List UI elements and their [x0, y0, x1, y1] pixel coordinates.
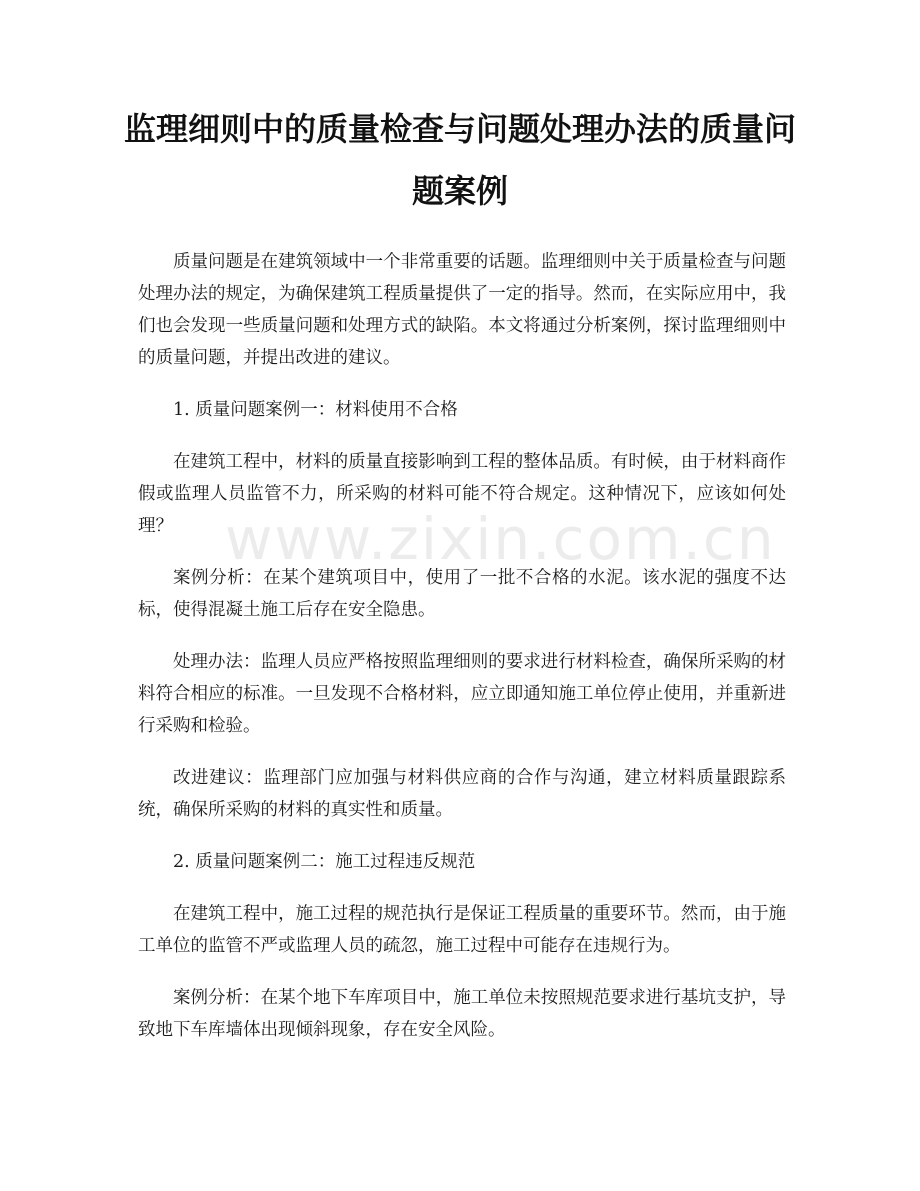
paragraph-case-1-analysis: 案例分析：在某个建筑项目中，使用了一批不合格的水泥。该水泥的强度不达标，使得混凝土施工后存在安全隐患。 — [138, 568, 786, 620]
paragraph-case-1-background: 在建筑工程中，材料的质量直接影响到工程的整体品质。有时候，由于材料商作假或监理人员监管不力，所采购的材料可能不符合规定。这种情况下，应该如何处理？ — [138, 452, 786, 536]
watermark: www.zixin.com.cn — [225, 505, 776, 573]
paragraph-case-2-analysis: 案例分析：在某个地下车库项目中，施工单位未按照规范要求进行基坑支护，导致地下车库墙体出现倾斜现象，存在安全风险。 — [138, 988, 786, 1040]
section-heading-case-1: 1. 质量问题案例一：材料使用不合格 — [173, 400, 458, 420]
document-body — [138, 246, 786, 1066]
document-title: 监理细则中的质量检查与问题处理办法的质量问题案例 — [123, 110, 796, 210]
paragraph-case-1-suggestion: 改进建议：监理部门应加强与材料供应商的合作与沟通，建立材料质量跟踪系统，确保所采购的材料的真实性和质量。 — [138, 768, 786, 820]
paragraph-intro: 质量问题是在建筑领域中一个非常重要的话题。监理细则中关于质量检查与问题处理办法的规定，为确保建筑工程质量提供了一定的指导。然而，在实际应用中，我们也会发现一些质量问题和处理方式的缺陷。本文将通过分析案例，探讨监理细则中的质量问题，并提出改进的建议。 — [138, 252, 786, 368]
paragraph-case-1-handling: 处理办法：监理人员应严格按照监理细则的要求进行材料检查，确保所采购的材料符合相应的标准。一旦发现不合格材料，应立即通知施工单位停止使用，并重新进行采购和检验。 — [138, 652, 786, 736]
section-heading-case-2: 2. 质量问题案例二：施工过程违反规范 — [173, 852, 476, 872]
paragraph-case-2-background: 在建筑工程中，施工过程的规范执行是保证工程质量的重要环节。然而，由于施工单位的监管不严或监理人员的疏忽，施工过程中可能存在违规行为。 — [138, 904, 786, 956]
